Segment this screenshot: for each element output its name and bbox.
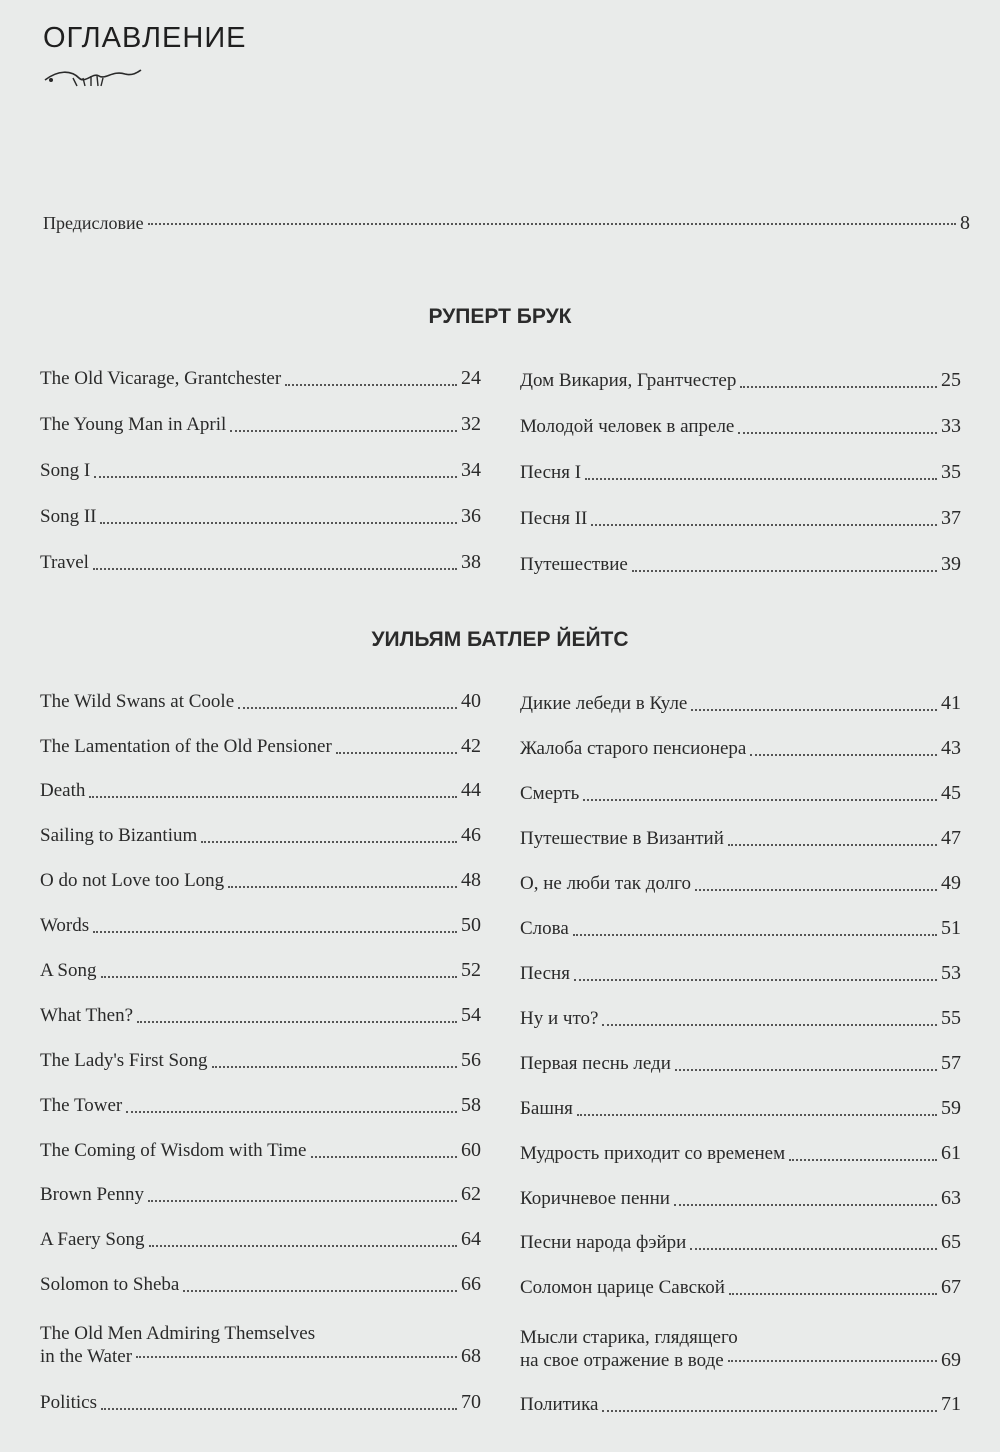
toc-entry[interactable] [40,1314,481,1368]
toc-entry-title: Песни народа фэйри [520,1232,687,1253]
toc-entry-title: The Lady's First Song [40,1050,208,1071]
leader-dots [228,886,457,888]
toc-page-number: 60 [461,1139,481,1161]
toc-entry-title: Песня II [520,508,588,529]
leader-dots [602,1410,937,1412]
toc-entry-title: What Then? [40,1005,134,1026]
toc-entry[interactable] [520,1000,961,1030]
toc-entry-title: Первая песнь леди [520,1053,671,1074]
toc-entry[interactable] [40,728,481,758]
toc-page-number: 8 [960,212,970,234]
toc-entry-title: The Young Man in April [40,414,227,435]
toc-page-number: 39 [941,553,961,575]
toc-entry[interactable] [40,952,481,982]
toc-page-number: 55 [941,1007,961,1029]
toc-entry-title: A Faery Song [40,1229,145,1250]
leader-dots [126,1111,457,1113]
toc-entry-title: О, не люби так долго [520,873,691,894]
leader-dots [93,931,457,933]
toc-entry[interactable] [40,772,481,802]
toc-entry[interactable] [520,500,961,530]
leader-dots [94,476,457,478]
toc-entry-title: Смерть [520,783,580,804]
toc-entry[interactable] [520,546,961,576]
toc-entry-title: The Tower [40,1095,123,1116]
leader-dots [738,432,937,434]
toc-entry[interactable] [520,1386,961,1416]
toc-page-number: 58 [461,1094,481,1116]
toc-entry[interactable] [520,1045,961,1075]
toc-page-number: 50 [461,914,481,936]
toc-page-number: 68 [461,1345,481,1367]
toc-page-number: 70 [461,1391,481,1413]
toc-page-number: 62 [461,1183,481,1205]
toc-entry[interactable] [520,1269,961,1299]
toc-page-number: 44 [461,779,481,801]
toc-page-number: 37 [941,507,961,529]
toc-entry-title: Words [40,915,90,936]
leader-dots [148,223,956,225]
toc-page-number: 71 [941,1393,961,1415]
toc-entry[interactable] [40,817,481,847]
toc-entry[interactable] [40,1384,481,1414]
toc-page-number: 61 [941,1142,961,1164]
page-title: ОГЛАВЛЕНИЕ [43,22,247,54]
toc-entry-title: Песня [520,963,570,984]
toc-page-number: 52 [461,959,481,981]
toc-page-number: 40 [461,690,481,712]
toc-page-number: 48 [461,869,481,891]
leader-dots [101,976,458,978]
toc-entry-preface[interactable] [43,212,970,235]
toc-entry-title: Путешествие в Византий [520,828,724,849]
toc-entry-title: Solomon to Sheba [40,1274,180,1295]
toc-entry[interactable] [40,452,481,482]
toc-entry-title: O do not Love too Long [40,870,225,891]
leader-dots [728,1360,937,1362]
toc-page-number: 47 [941,827,961,849]
toc-entry-title: The Wild Swans at Coole [40,691,235,712]
toc-page-number: 59 [941,1097,961,1119]
toc-entry-title: Death [40,780,86,801]
leader-dots [238,707,457,709]
toc-entry[interactable] [40,907,481,937]
toc-page-number: 63 [941,1187,961,1209]
toc-entry[interactable] [40,683,481,713]
toc-entry[interactable] [520,454,961,484]
leader-dots [729,1293,937,1295]
toc-page-number: 34 [461,459,481,481]
toc-entry[interactable] [40,406,481,436]
leader-dots [577,1114,937,1116]
toc-page-number: 36 [461,505,481,527]
leader-dots [632,570,937,572]
toc-entry-title: Жалоба старого пенсионера [520,738,747,759]
leader-dots [574,979,937,981]
toc-entry-title-line1: Мысли старика, глядящего [520,1327,738,1348]
toc-page-number: 35 [941,461,961,483]
toc-entry-title: The Lamentation of the Old Pensioner [40,736,332,757]
toc-entry-title: Предисловие [43,213,144,233]
toc-entry[interactable] [520,1135,961,1165]
toc-page-number: 32 [461,413,481,435]
toc-entry-title: Travel [40,552,89,573]
toc-entry[interactable] [40,997,481,1027]
toc-page-number: 43 [941,737,961,759]
toc-entry-title-line2: на свое отражение в воде [520,1350,724,1371]
toc-page-number: 24 [461,367,481,389]
toc-page-number: 69 [941,1349,961,1371]
leader-dots [100,522,457,524]
toc-entry-title: Коричневое пенни [520,1188,670,1209]
toc-entry[interactable] [520,1090,961,1120]
toc-entry[interactable] [40,1266,481,1296]
toc-entry[interactable] [520,820,961,850]
leader-dots [336,752,457,754]
leader-dots [149,1245,458,1247]
toc-entry[interactable] [40,1221,481,1251]
toc-entry-title: Sailing to Bizantium [40,825,198,846]
toc-page-number: 56 [461,1049,481,1071]
leader-dots [137,1021,457,1023]
leader-dots [674,1204,937,1206]
toc-page-number: 54 [461,1004,481,1026]
toc-entry-title: Соломон царице Савской [520,1277,725,1298]
leader-dots [728,844,937,846]
leader-dots [740,386,937,388]
toc-page-number: 67 [941,1276,961,1298]
toc-entry-title: Мудрость приходит со временем [520,1143,786,1164]
toc-entry[interactable] [520,910,961,940]
toc-entry-title: Politics [40,1392,98,1413]
toc-page-number: 45 [941,782,961,804]
leader-dots [583,799,937,801]
toc-entry-title: Слова [520,918,569,939]
section-heading-yeats: УИЛЬЯМ БАТЛЕР ЙЕЙТС [371,628,629,651]
leader-dots [285,384,457,386]
toc-entry[interactable] [520,955,961,985]
toc-entry-title: Башня [520,1098,573,1119]
toc-entry[interactable] [40,862,481,892]
leader-dots [690,1248,937,1250]
leader-dots [311,1156,458,1158]
leader-dots [691,709,937,711]
toc-entry-title-line1: The Old Men Admiring Themselves [40,1323,316,1344]
leader-dots [585,478,937,480]
toc-page-number: 46 [461,824,481,846]
toc-page-number: 53 [941,962,961,984]
toc-entry-title: Путешествие [520,554,628,575]
section-heading-brooke: РУПЕРТ БРУК [428,305,572,328]
toc-entry-title: Ну и что? [520,1008,599,1029]
toc-entry[interactable] [520,685,961,715]
toc-entry[interactable] [520,1224,961,1254]
leader-dots [101,1408,457,1410]
leader-dots [695,889,937,891]
toc-entry[interactable] [40,544,481,574]
toc-entry-title: The Old Vicarage, Grantchester [40,368,282,389]
toc-page-number: 38 [461,551,481,573]
toc-page-number: 49 [941,872,961,894]
leader-dots [148,1200,457,1202]
leader-dots [136,1356,457,1358]
toc-entry-title: A Song [40,960,97,981]
toc-page-number: 51 [941,917,961,939]
leader-dots [750,754,937,756]
toc-entry[interactable] [520,730,961,760]
toc-entry[interactable] [520,1318,961,1372]
leader-dots [201,841,457,843]
toc-entry-title: Дом Викария, Грантчестер [520,370,737,391]
toc-entry[interactable] [520,362,961,392]
toc-page-number: 41 [941,692,961,714]
toc-entry-title: Молодой человек в апреле [520,416,735,437]
toc-entry[interactable] [40,1132,481,1162]
leader-dots [212,1066,457,1068]
leader-dots [89,796,457,798]
leader-dots [602,1024,937,1026]
toc-entry[interactable] [40,360,481,390]
toc-entry-title: Песня I [520,462,582,483]
ornament-flourish-icon [43,66,143,90]
leader-dots [230,430,457,432]
toc-page-number: 33 [941,415,961,437]
leader-dots [183,1290,457,1292]
toc-page-number: 65 [941,1231,961,1253]
toc-entry[interactable] [40,1042,481,1072]
toc-entry-title: The Coming of Wisdom with Time [40,1140,307,1161]
toc-entry[interactable] [40,1087,481,1117]
toc-entry-title: Song I [40,460,91,481]
toc-entry-title: Дикие лебеди в Куле [520,693,688,714]
toc-entry[interactable] [520,408,961,438]
leader-dots [591,524,937,526]
leader-dots [675,1069,937,1071]
toc-entry[interactable] [520,775,961,805]
leader-dots [93,568,457,570]
toc-entry-title: Song II [40,506,97,527]
leader-dots [573,934,937,936]
toc-entry[interactable] [520,865,961,895]
toc-entry-title: Политика [520,1394,599,1415]
toc-entry[interactable] [40,498,481,528]
toc-page-number: 25 [941,369,961,391]
leader-dots [789,1159,937,1161]
toc-page-number: 66 [461,1273,481,1295]
toc-entry[interactable] [40,1176,481,1206]
toc-entry-title-line2: in the Water [40,1346,133,1367]
toc-entry-title: Brown Penny [40,1184,144,1205]
toc-entry[interactable] [520,1180,961,1210]
toc-page-number: 57 [941,1052,961,1074]
toc-page-number: 42 [461,735,481,757]
toc-page-number: 64 [461,1228,481,1250]
